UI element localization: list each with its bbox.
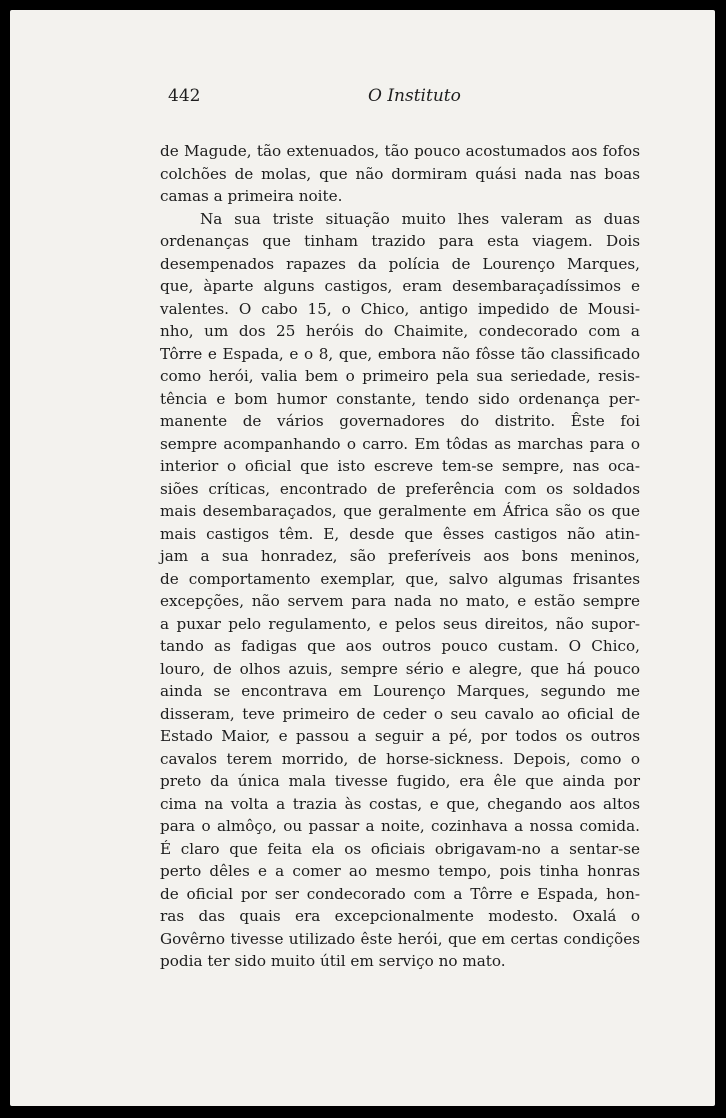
text-line: mais castigos têm. E, desde que êsses castigos não atin- bbox=[160, 524, 640, 543]
text-line: sempre acompanhando o carro. Em tôdas as marchas para o bbox=[160, 434, 640, 453]
text-line: cima na volta a trazia às costas, e que, chegando aos altos bbox=[160, 794, 640, 813]
text-line: Tôrre e Espada, e o 8, que, embora não fôsse tão classificado bbox=[160, 344, 640, 363]
text-line: como herói, valia bem o primeiro pela sua seriedade, resis- bbox=[160, 367, 640, 385]
text-line: É claro que feita ela os oficiais obrigavam-no a sentar-se bbox=[160, 839, 640, 858]
text-line: desempenados rapazes da polícia de Lourenço Marques, bbox=[160, 254, 640, 273]
text-line: manente de vários governadores do distrito. Êste foi bbox=[160, 412, 640, 430]
text-line: Govêrno tivesse utilizado êste herói, que em certas condições bbox=[160, 929, 640, 948]
text-line: Na sua triste situação muito lhes valeram as duas bbox=[200, 209, 640, 228]
text-line: ainda se encontrava em Lourenço Marques, segundo me bbox=[160, 682, 640, 700]
text-line: que, àparte alguns castigos, eram desembaraçadíssimos e bbox=[160, 277, 640, 295]
text-line: nho, um dos 25 heróis do Chaimite, condecorado com a bbox=[160, 322, 640, 340]
text-line: ras das quais era excepcionalmente modesto. Oxalá o bbox=[160, 907, 640, 925]
text-line: de Magude, tão extenuados, tão pouco acostumados aos fofos bbox=[160, 142, 640, 160]
text-line: interior o oficial que isto escreve tem-se sempre, nas oca- bbox=[160, 457, 640, 475]
text-line: disseram, teve primeiro de ceder o seu cavalo ao oficial de bbox=[160, 704, 640, 723]
text-line: para o almôço, ou passar a noite, cozinhava a nossa comida. bbox=[160, 817, 640, 835]
text-line: ordenanças que tinham trazido para esta viagem. Dois bbox=[160, 232, 640, 250]
text-line: excepções, não servem para nada no mato, e estão sempre bbox=[160, 592, 640, 610]
text-line: siões críticas, encontrado de preferência com os soldados bbox=[160, 479, 640, 498]
text-line: valentes. O cabo 15, o Chico, antigo impedido de Mousi- bbox=[160, 299, 640, 318]
text-line: cavalos terem morrido, de horse-sickness. Depois, como o bbox=[160, 749, 640, 768]
body-text bbox=[160, 140, 640, 973]
text-line: Estado Maior, e passou a seguir a pé, por todos os outros bbox=[160, 727, 640, 745]
text-line: perto dêles e a comer ao mesmo tempo, pois tinha honras bbox=[160, 862, 640, 880]
text-line: tência e bom humor constante, tendo sido ordenança per- bbox=[160, 389, 640, 408]
text-line: mais desembaraçados, que geralmente em África são os que bbox=[160, 502, 640, 520]
text-line: de comportamento exemplar, que, salvo algumas frisantes bbox=[160, 569, 640, 588]
text-line: tando as fadigas que aos outros pouco custam. O Chico, bbox=[160, 637, 640, 655]
text-line: preto da única mala tivesse fugido, era êle que ainda por bbox=[160, 772, 640, 790]
page-number: 442 bbox=[168, 86, 201, 106]
running-title: O Instituto bbox=[368, 86, 461, 106]
text-line: colchões de molas, que não dormiram quási nada nas boas bbox=[160, 164, 640, 183]
text-line: a puxar pelo regulamento, e pelos seus direitos, não supor- bbox=[160, 614, 640, 633]
text-line: de oficial por ser condecorado com a Tôrre e Espada, hon- bbox=[160, 884, 640, 903]
text-line: camas a primeira noite. bbox=[160, 187, 343, 205]
text-line: podia ter sido muito útil em serviço no mato. bbox=[160, 952, 506, 970]
page-header bbox=[168, 86, 608, 110]
text-line: jam a sua honradez, são preferíveis aos bons meninos, bbox=[160, 547, 640, 565]
text-line: louro, de olhos azuis, sempre sério e alegre, que há pouco bbox=[160, 659, 640, 678]
book-page bbox=[10, 10, 715, 1106]
